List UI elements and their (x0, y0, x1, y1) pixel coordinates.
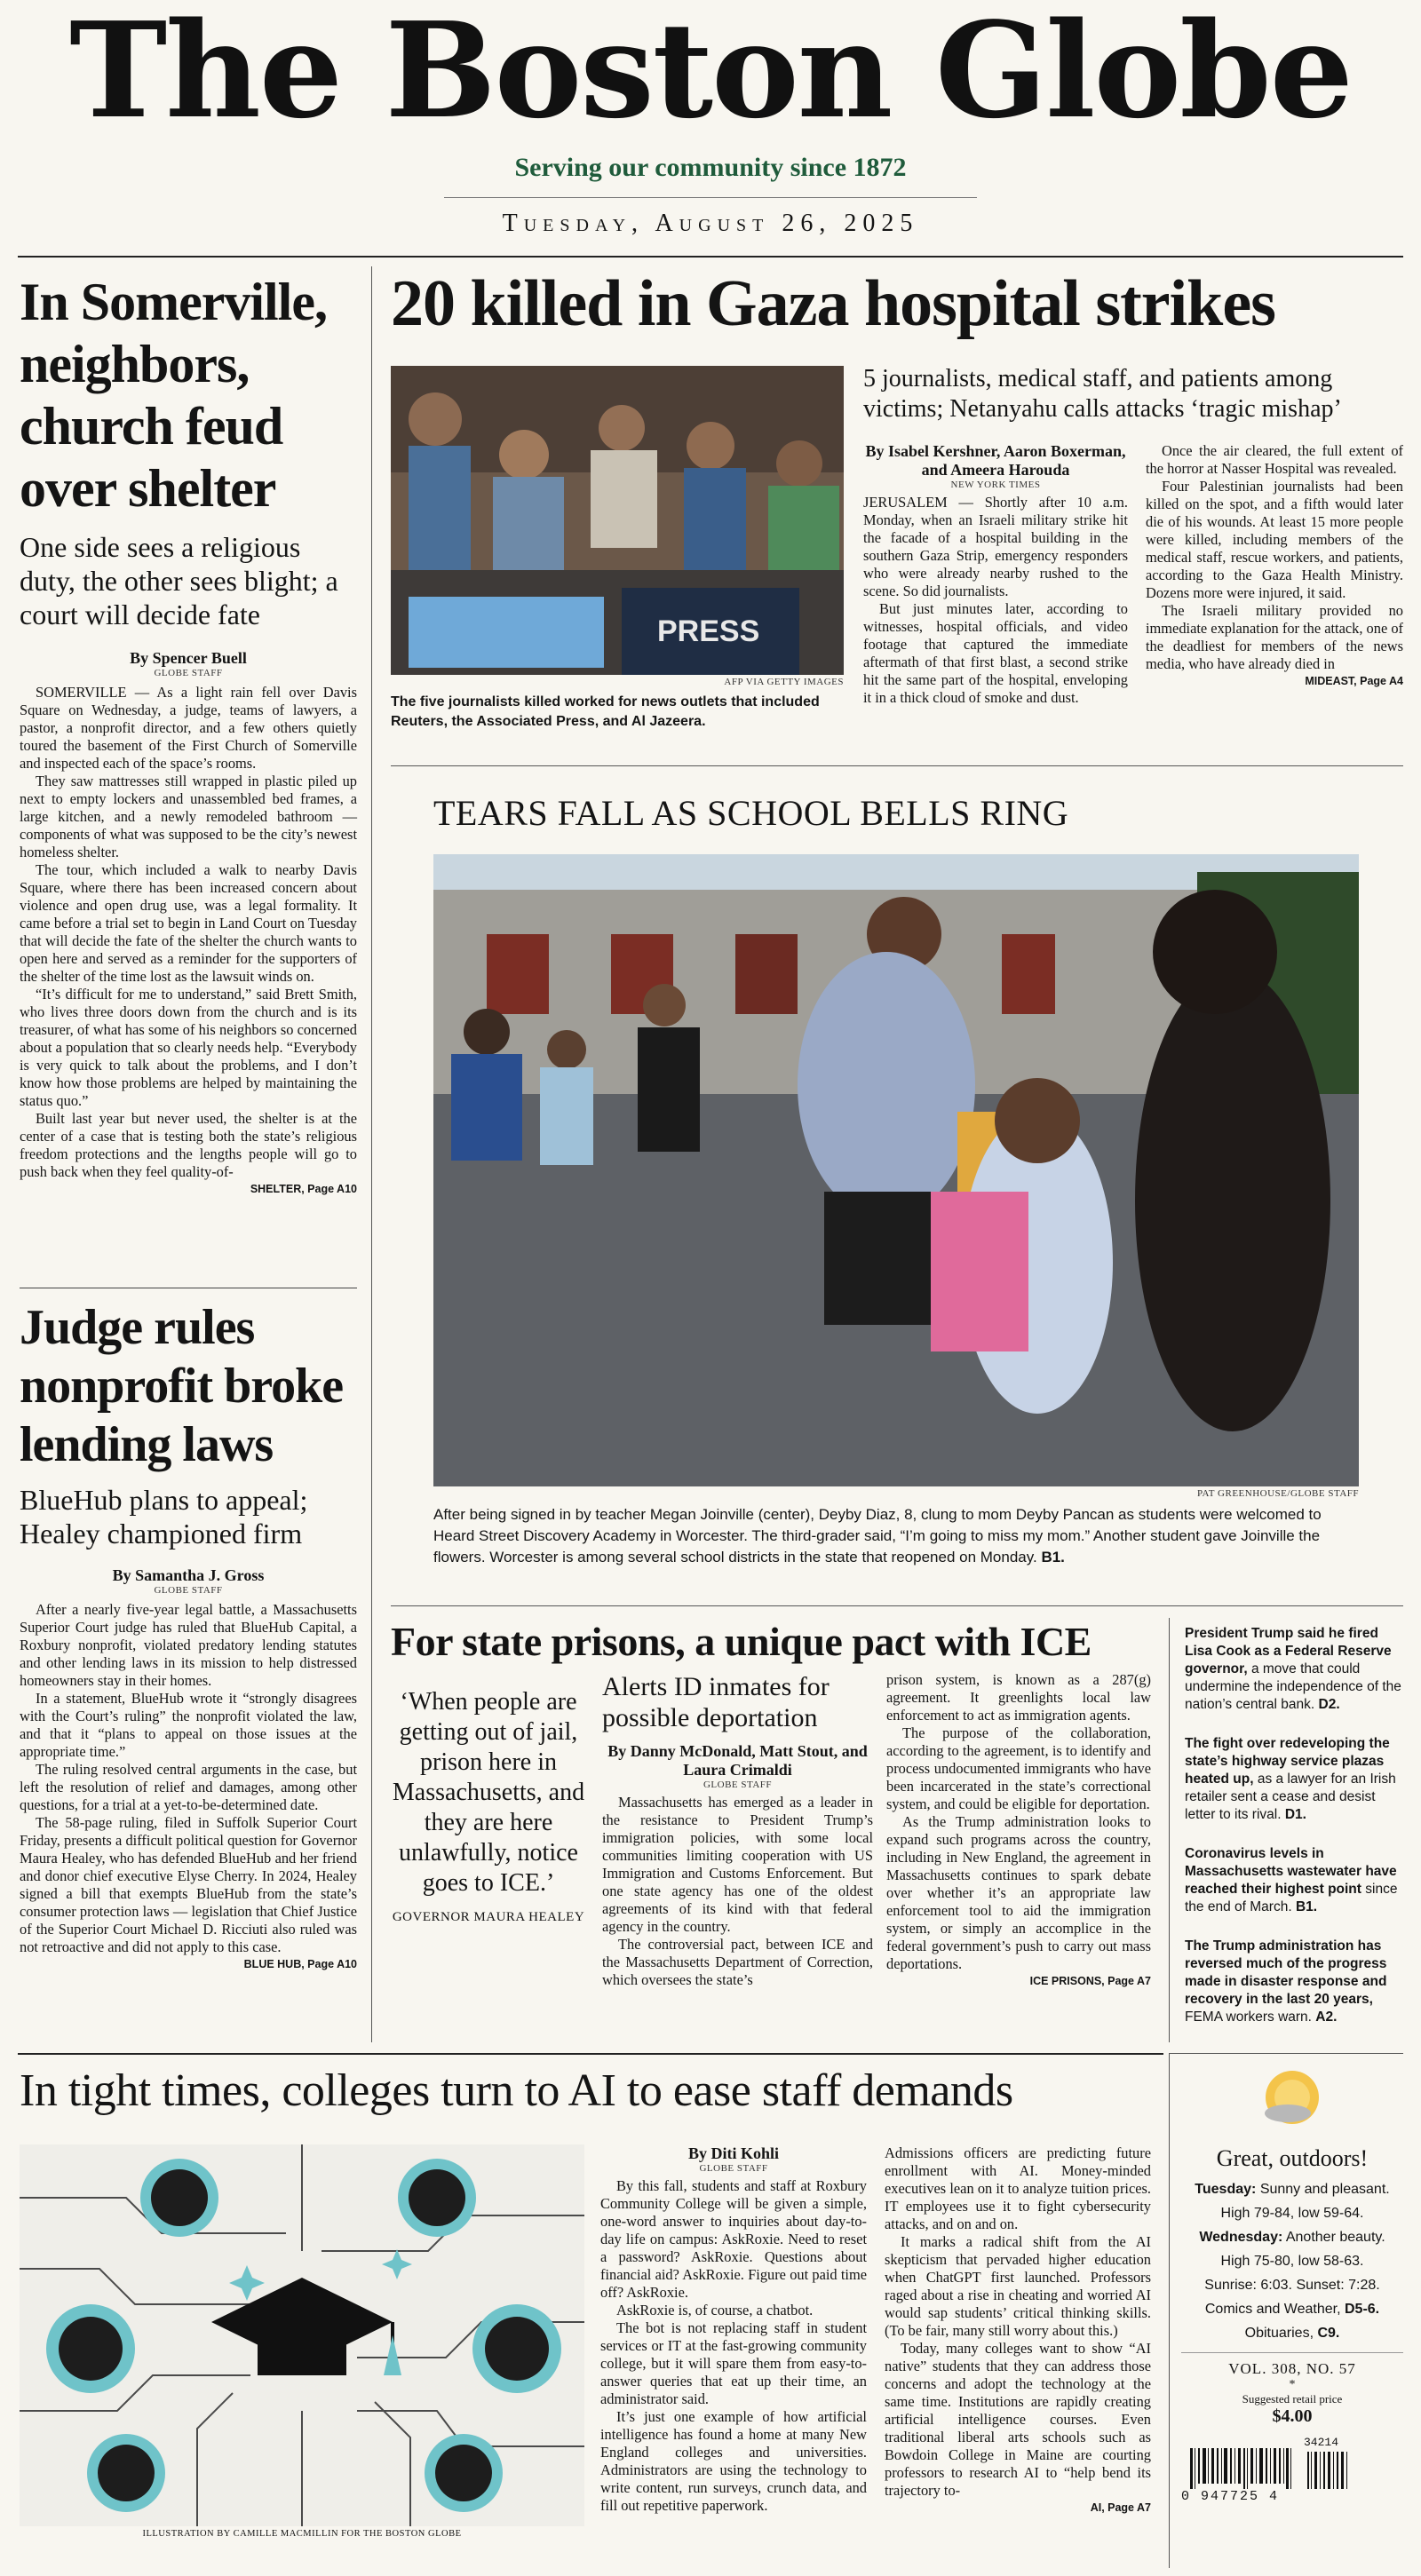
prisons-paragraph: The purpose of the collaboration, according to the agreement, is to identify and process undocumented immigrants who have been incarcerated in the state’s correctional system, and could be eligible for deportation. (886, 1724, 1151, 1812)
weather-rule (1181, 2352, 1403, 2353)
lead-col1 (863, 442, 1128, 707)
school-caption-jump[interactable]: B1. (1041, 1549, 1065, 1565)
bluehub-paragraph: The 58-page ruling, filed in Suffolk Superior Court Friday, presents a difficult political question for Governor Maura Healey, who has defended BlueHub and her friend and donor chief executive Elyse Cherry. In 2024, Healey signed a bill that exempts BlueHub from the state’s consumer protection laws — legislation that Chief Justice of the Superior Court Michael D. Ricciuti also ruled was not retroactive and did not apply to this case. (20, 1814, 357, 1955)
brief-item[interactable]: The Trump administration has reversed much of the progress made in disaster response and recovery in the last 20 years, FEMA workers warn. A2. (1185, 1938, 1387, 2025)
obituaries-link[interactable]: C9. (1317, 2326, 1340, 2341)
price: $4.00 (1272, 2406, 1313, 2426)
brief-item[interactable]: Coronavirus levels in Massachusetts wastewater have reached their highest point since the end of March. B1. (1185, 1846, 1398, 1914)
ai-jump-link[interactable]: AI, Page A7 (1090, 2501, 1151, 2514)
bluehub-story (20, 1298, 357, 1970)
somerville-paragraph: “It’s difficult for me to understand,” said Brett Smith, who lives three doors down from the church and is its treasurer, of what has some of his neighbors so concerned about a population that so clearly needs help. “Everybody is very quick to talk about the problems, and I don’t know how those problems are helped by maintaining the status quo.” (20, 986, 357, 1109)
comics-link[interactable]: D5-6. (1344, 2302, 1380, 2317)
weather-top-rule (1169, 2053, 1403, 2054)
ai-paragraph: It marks a radical shift from the AI skepticism that pervaded higher education when ChatGPT first launched. Professors raged about a rise in cheating and worried AI would sap students’ critical thinking skills. (To be fair, many still worry about this.) (885, 2233, 1151, 2339)
prisons-pullquote: ‘When people are getting out of jail, prison here in Massachusetts, and they are here unlawfully, notice goes to ICE.’ (392, 1688, 585, 1897)
school-photo-credit: PAT GREENHOUSE/GLOBE STAFF (1196, 1488, 1359, 1499)
lead-byline: By Isabel Kershner, Aaron Boxerman, and Ameera Harouda (865, 442, 1126, 479)
lead-headline[interactable]: 20 killed in Gaza hospital strikes (391, 267, 1275, 340)
prisons-pullquote-block (391, 1687, 586, 1926)
prisons-deck: Alerts ID inmates for possible deportation (602, 1672, 830, 1732)
masthead-tagline: Serving our community since 1872 (514, 153, 907, 182)
masthead-title: The Boston Globe (69, 0, 1352, 147)
school-photo (433, 854, 1359, 1486)
bluehub-byline: By Samantha J. Gross (112, 1566, 265, 1584)
school-caption-text: After being signed in by teacher Megan Joinville (center), Deyby Diaz, 8, clung to mom Deyby Pancan as students were welcomed to Heard Street Discovery Academy in Worcester. The third-grader said, “I’m going to miss my mom.” Another student gave Joinville the flowers. Worcester is among several school districts in the state that reopened on Monday. (433, 1506, 1322, 1565)
price-label: Suggested retail price (1242, 2392, 1343, 2406)
brief-item[interactable]: President Trump said he fired Lisa Cook as a Federal Reserve governor, a move that could undermine the independence of the nation’s central bank. D2. (1185, 1626, 1401, 1712)
ai-col2 (885, 2144, 1151, 2514)
bluehub-paragraph: In a statement, BlueHub wrote it “strongly disagrees with the Court’s ruling” the nonprofit violated the law, and that it “plans to appeal on those issues at the appropriate time.” (20, 1690, 357, 1760)
lead-col2 (1146, 442, 1403, 687)
sun-icon (1252, 2060, 1332, 2140)
ai-paragraph: AskRoxie is, of course, a chatbot. (616, 2302, 814, 2318)
ai-illustration (20, 2144, 584, 2526)
prisons-credit: GLOBE STAFF (703, 1779, 773, 1790)
bluehub-paragraph: After a nearly five-year legal battle, a Massachusetts Superior Court judge has ruled that BlueHub Capital, a Roxbury nonprofit, violated predatory lending statutes and other lending laws in its mission to help distressed homeowners stay in their homes. (20, 1601, 357, 1689)
prisons-paragraph: prison system, is known as a 287(g) agreement. It greenlights local law enforcement to act as immigration agents. (886, 1671, 1151, 1724)
somerville-byline: By Spencer Buell (130, 649, 247, 667)
bluehub-body (20, 1601, 357, 1956)
somerville-paragraph: SOMERVILLE — As a light rain fell over Davis Square on Wednesday, a judge, teams of lawyers, a pastor, a nonprofit director, and a few others quietly toured the basement of the First Church of Somerville and inspected each of the space’s rooms. (20, 684, 357, 772)
prisons-byline: By Danny McDonald, Matt Stout, and Laura Crimaldi (607, 1742, 868, 1779)
briefs-divider (1169, 1618, 1170, 2042)
somerville-paragraph: Built last year but never used, the shelter is at the center of a case that is testing both the state’s religious freedom protections and the lengths people will go to push back when they feel quality-of- (20, 1110, 357, 1180)
dateline: Tuesday, August 26, 2025 (502, 210, 919, 237)
prisons-jump-link[interactable]: ICE PRISONS, Page A7 (1029, 1975, 1151, 1987)
ai-paragraph: It’s just one example of how artificial intelligence has found a home at many New England colleges and universities. Administrators are using the technology to write content, run surveys, crunch data, and fill out repetitive paperwork. (600, 2408, 867, 2514)
press-vest-label: PRESS (657, 614, 760, 648)
bluehub-jump-link[interactable]: BLUE HUB, Page A10 (243, 1958, 357, 1970)
briefs-column (1185, 1625, 1403, 2048)
masthead-bottom-rule (18, 256, 1403, 258)
barcode: 34214 0 947725 4 (1181, 2436, 1403, 2503)
ai-paragraph: Today, many colleges want to show “AI native” students that they can address those concerns and adopt the technology at the same time. Institutions are rapidly creating artificial intelligence courses. Even traditional liberal arts schools such as Bowdoin College in Maine are courting professors to research AI to “help bend its trajectory to- (885, 2340, 1151, 2499)
lead-credit: NEW YORK TIMES (950, 480, 1041, 490)
lead-paragraph: JERUSALEM — Shortly after 10 a.m. Monday, when an Israeli military strike hit the facade of a hospital building in the southern Gaza Strip, emergency responders who were already nearby rushed to the scene. So did journalists. (863, 494, 1128, 599)
column-divider (371, 266, 372, 2042)
lead-photo (391, 366, 844, 675)
lead-paragraph: Once the air cleared, the full extent of the horror at Nasser Hospital was revealed. (1146, 442, 1403, 477)
somerville-story (20, 271, 357, 1195)
bluehub-deck: BlueHub plans to appeal; Healey championed firm (20, 1484, 308, 1550)
somerville-deck: One side sees a religious duty, the other sees blight; a court will decide fate (20, 531, 338, 630)
prisons-paragraph: The controversial pact, between ICE and the Massachusetts Department of Correction, which oversees the state’s (602, 1936, 873, 1988)
somerville-body (20, 684, 357, 1181)
section-divider (391, 765, 1403, 766)
prisons-attribution: GOVERNOR MAURA HEALEY (392, 1910, 585, 1924)
lead-paragraph: The Israeli military provided no immediate explanation for the attack, one of the deadliest for members of the news media, who have already died in (1146, 602, 1403, 672)
ai-top-rule (18, 2053, 1163, 2055)
lead-deck: 5 journalists, medical staff, and patients among victims; Netanyahu calls attacks ‘tragic mishap’ (863, 365, 1342, 423)
edition-star: * (1289, 2378, 1296, 2391)
prisons-col1 (602, 1671, 873, 1989)
somerville-paragraph: They saw mattresses still wrapped in plastic piled up next to empty lockers and unassembled bed frames, a large kitchen, and a newly remodeled bathroom — components of what was supposed to be the city’s newest homeless shelter. (20, 773, 357, 860)
ai-illustration-credit: ILLUSTRATION BY CAMILLE MACMILLIN FOR THE BOSTON GLOBE (142, 2529, 462, 2539)
somerville-paragraph: The tour, which included a walk to nearby Davis Square, where there has been increased concern about violence and open drug use, was a legal formality. It came before a trial set to begin in Land Court on Tuesday that will decide the fate of the shelter the church wants to open here and served as a reminder for the supporters of the shelter of the time lost as the lawsuit winds on. (20, 861, 357, 985)
bluehub-headline[interactable]: Judge rules nonprofit broke lending laws (20, 1300, 344, 1472)
weather-forecast: Tuesday: Sunny and pleasant. High 79-84, low 59-64. Wednesday: Another beauty. High 75-80, low 58-63. Sunrise: 6:03. Sunset: 7:28. Comics and Weather, D5-6. Obituaries, C9. (1195, 2182, 1390, 2341)
ai-paragraph: The bot is not replacing staff in student services or IT at the fast-growing community college, but it will spare them from easy-to-answer queries that eat up their time, an administrator said. (600, 2319, 867, 2407)
ai-byline: By Diti Kohli (687, 2144, 779, 2162)
weather-headline: Great, outdoors! (1216, 2145, 1369, 2171)
section-divider (391, 1605, 1403, 1606)
weather-divider (1169, 2053, 1170, 2568)
lead-jump-link[interactable]: MIDEAST, Page A4 (1305, 675, 1403, 687)
school-caption (433, 1504, 1359, 1568)
prisons-col2 (886, 1671, 1151, 1987)
masthead-rule (444, 197, 977, 198)
volume-number: VOL. 308, NO. 57 (1228, 2360, 1356, 2377)
prisons-paragraph: Massachusetts has emerged as a leader in the resistance to President Trump’s immigration policies, with some local communities limiting cooperation with US Immigration and Customs Enforcement. But one state agency has one of the oldest agreements of its kind with that federal agency in the country. (602, 1794, 873, 1935)
ai-paragraph: By this fall, students and staff at Roxbury Community College will be given a simple, one-word answer to inquiries about day-to-day life on campus: AskRoxie. Need to reset a password? AskRoxie. Questions about financial aid? AskRoxie. Figure out paid time off? AskRoxie. (600, 2177, 867, 2301)
ai-credit: GLOBE STAFF (699, 2163, 768, 2174)
prisons-paragraph: As the Trump administration looks to expand such programs across the country, including in New England, the agreement in Massachusetts continues to spark debate over whether it’s an appropriate law enforcement tool to aid the immigration system, or simply an accomplice in the federal government’s push to carry out mass deportations. (886, 1813, 1151, 1972)
somerville-headline[interactable]: In Somerville, neighbors, church feud over shelter (20, 273, 327, 518)
brief-item[interactable]: The fight over redeveloping the state’s highway service plazas heated up, as a lawyer for an Irish retailer sent a cease and desist letter to its rival. D1. (1185, 1736, 1396, 1822)
lead-caption: The five journalists killed worked for news outlets that included Reuters, the Associated Press, and Al Jazeera. (391, 694, 820, 729)
lead-photo-credit: AFP VIA GETTY IMAGES (724, 677, 844, 687)
weather-box (1181, 2060, 1403, 2503)
bluehub-paragraph: The ruling resolved central arguments in the case, but left the resolution of relief and damages, among other questions, for a trial at a yet-to-be-determined date. (20, 1761, 357, 1813)
school-headline[interactable]: TEARS FALL AS SCHOOL BELLS RING (433, 793, 1069, 833)
somerville-jump-link[interactable]: SHELTER, Page A10 (250, 1183, 357, 1195)
prisons-headline[interactable]: For state prisons, a unique pact with ICE (391, 1619, 1092, 1664)
ai-col1 (600, 2144, 867, 2515)
somerville-credit: GLOBE STAFF (154, 668, 223, 678)
ai-headline[interactable]: In tight times, colleges turn to AI to ease staff demands (20, 2065, 1013, 2116)
ai-paragraph: Admissions officers are predicting future enrollment with AI. Money-minded executives lean on it to analyze tuition prices. IT employees use it to fight cybersecurity attacks, and on and on. (885, 2144, 1151, 2232)
lead-paragraph: But just minutes later, according to witnesses, hospital officials, and video footage that captured the immediate aftermath of that first blast, a second strike hit the same part of the hospital, enveloping it in a thick cloud of smoke and dust. (863, 600, 1128, 706)
lead-paragraph: Four Palestinian journalists had been killed on the spot, and a fifth would later die of his wounds. At least 15 more people were killed, including members of the medical staff, rescue workers, and patients, according to the Gaza Health Ministry. Dozens more were injured, it said. (1146, 478, 1403, 601)
bluehub-credit: GLOBE STAFF (154, 1585, 223, 1596)
